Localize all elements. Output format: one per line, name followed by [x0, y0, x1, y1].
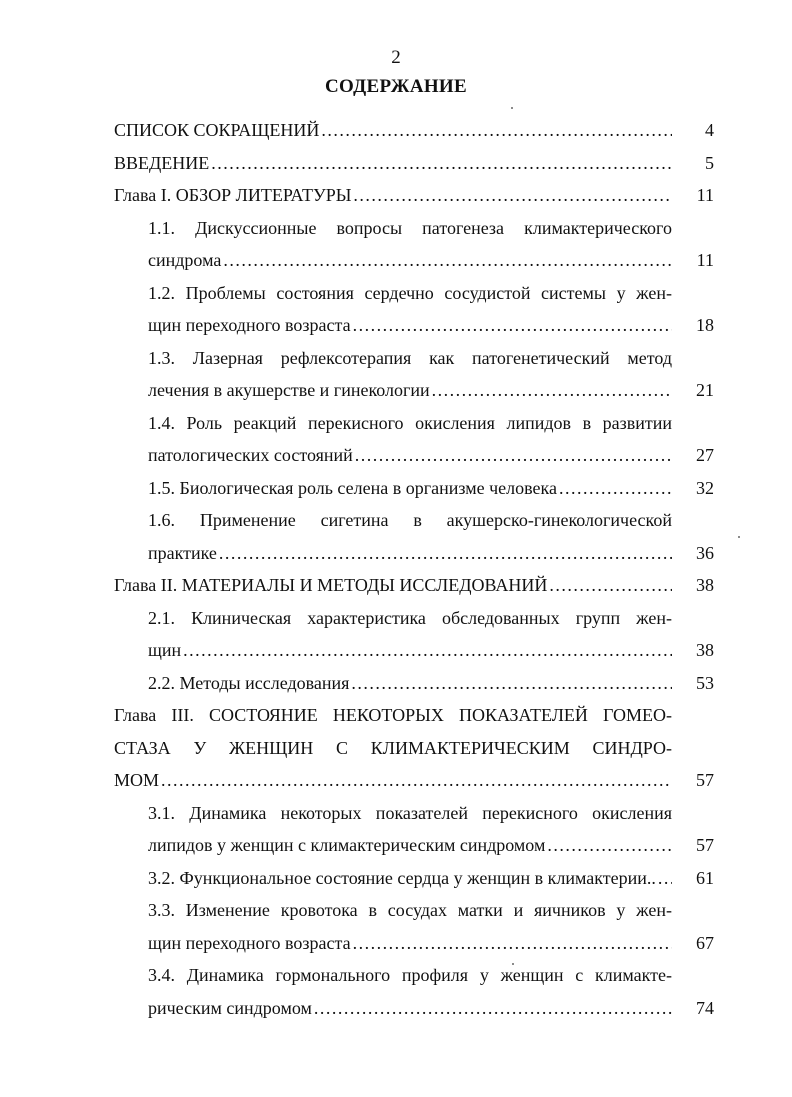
toc-entry-leader-line — [114, 569, 714, 602]
toc-entry-label: щин — [148, 640, 182, 660]
toc-entry-page-number: 74 — [696, 997, 714, 1018]
toc-entry-label: Глава I. ОБЗОР ЛИТЕРАТУРЫ — [114, 185, 352, 205]
dot-leader — [559, 472, 672, 505]
dot-leader — [353, 179, 672, 212]
toc-entry-page-number: 53 — [696, 672, 714, 693]
toc-entry-page-number: 4 — [705, 120, 714, 140]
toc-entry-leader-line — [114, 114, 714, 147]
toc-entry-leader-line — [148, 472, 714, 505]
scan-speck — [511, 107, 513, 109]
toc-entry-label: синдрома — [148, 250, 222, 270]
toc-entry-page-number: 57 — [696, 835, 714, 855]
dot-leader — [183, 634, 672, 667]
toc-entry-page-number: 18 — [696, 315, 714, 335]
toc-entry-leader-line — [114, 179, 714, 212]
toc-entry-leader-line — [148, 439, 714, 472]
page-number: 2 — [391, 47, 401, 68]
toc-entry-text-line: 1.2. Проблемы состояния сердечно сосудистой системы у жен- — [148, 282, 672, 303]
dot-leader — [223, 244, 672, 277]
toc-entry-text-line: 1.4. Роль реакций перекисного окисления липидов в развитии — [148, 412, 672, 433]
toc-entry-label: 1.5. Биологическая роль селена в организме человека — [148, 477, 557, 498]
toc-entry — [148, 504, 714, 569]
toc-entry-leader-line — [148, 862, 714, 895]
toc-entry-label: липидов у женщин с климактерическим синдромом — [148, 835, 546, 855]
toc-entry — [148, 894, 714, 959]
toc-entry-label: ВВЕДЕНИЕ — [114, 152, 210, 173]
toc-entry-text-line: СТАЗА У ЖЕНЩИН С КЛИМАКТЕРИЧЕСКИМ СИНДРО- — [114, 737, 672, 758]
dot-leader — [161, 764, 672, 797]
toc-entry — [148, 602, 714, 667]
toc-entry — [148, 212, 714, 277]
toc-entry-label: патологических состояний — [148, 445, 353, 465]
dot-leader — [219, 537, 672, 570]
toc-entry-label: лечения в акушерстве и гинекологии — [148, 380, 430, 400]
dot-leader — [353, 927, 672, 960]
toc-entry — [148, 959, 714, 1024]
toc-entry-label: МОМ — [114, 770, 160, 790]
toc-entry — [148, 797, 714, 862]
toc-entry — [148, 472, 714, 505]
dot-leader — [658, 862, 672, 895]
dot-leader — [355, 439, 672, 472]
dot-leader — [351, 667, 672, 700]
toc-entry — [148, 342, 714, 407]
toc-entry — [114, 147, 714, 180]
toc-entry-label: 3.2. Функциональное состояние сердца у женщин в климактерии.. — [148, 867, 656, 888]
page-title: СОДЕРЖАНИЕ — [325, 76, 467, 97]
toc-entry-leader-line — [114, 147, 714, 180]
toc-entry-page-number: 11 — [696, 250, 714, 270]
toc-entry-leader-line — [148, 537, 714, 570]
toc-entry-leader-line — [148, 992, 714, 1025]
dot-leader — [321, 114, 672, 147]
toc-entry — [148, 862, 714, 895]
dot-leader — [547, 829, 672, 862]
toc-entry-label: практике — [148, 542, 217, 563]
dot-leader — [549, 569, 672, 602]
toc-entry-page-number: 38 — [696, 640, 714, 660]
toc-entry-page-number: 57 — [696, 770, 714, 790]
toc-entry-page-number: 67 — [696, 932, 714, 953]
dot-leader — [353, 309, 672, 342]
table-of-contents — [114, 114, 714, 1024]
toc-entry-page-number: 61 — [696, 867, 714, 888]
toc-entry-page-number: 5 — [705, 152, 714, 173]
toc-entry-text-line: 1.3. Лазерная рефлексотерапия как патогенетический метод — [148, 347, 672, 368]
toc-entry — [114, 114, 714, 147]
toc-entry-leader-line — [148, 927, 714, 960]
toc-entry-page-number: 36 — [696, 542, 714, 563]
toc-entry-text-line: 3.3. Изменение кровотока в сосудах матки и яичников у жен- — [148, 900, 672, 920]
toc-entry-leader-line — [148, 374, 714, 407]
toc-entry — [114, 179, 714, 212]
toc-entry-text-line: 3.1. Динамика некоторых показателей перекисного окисления — [148, 802, 672, 823]
toc-entry-label: щин переходного возраста — [148, 315, 351, 335]
scan-speck — [738, 536, 740, 538]
toc-entry-page-number: 38 — [696, 575, 714, 595]
toc-entry-leader-line — [148, 829, 714, 862]
toc-entry-label: СПИСОК СОКРАЩЕНИЙ — [114, 120, 320, 140]
toc-entry-leader-line — [148, 667, 714, 700]
toc-entry-leader-line — [148, 244, 714, 277]
toc-entry-label: Глава II. МАТЕРИАЛЫ И МЕТОДЫ ИССЛЕДОВАНИЙ — [114, 575, 548, 595]
toc-entry-leader-line — [148, 634, 714, 667]
toc-entry — [114, 569, 714, 602]
toc-entry-text-line: 3.4. Динамика гормонального профиля у женщин с климакте- — [148, 965, 672, 985]
toc-entry-page-number: 32 — [696, 477, 714, 498]
toc-entry-page-number: 21 — [696, 380, 714, 400]
toc-entry-leader-line — [148, 309, 714, 342]
toc-entry-label: щин переходного возраста — [148, 932, 351, 953]
toc-entry-page-number: 27 — [696, 445, 714, 465]
toc-entry-text-line: Глава III. СОСТОЯНИЕ НЕКОТОРЫХ ПОКАЗАТЕЛЕЙ ГОМЕО- — [114, 705, 672, 725]
dot-leader — [432, 374, 672, 407]
toc-entry-text-line: 2.1. Клиническая характеристика обследованных групп жен- — [148, 607, 672, 628]
toc-entry — [114, 699, 714, 797]
toc-entry — [148, 667, 714, 700]
toc-entry — [148, 277, 714, 342]
toc-entry-page-number: 11 — [696, 185, 714, 205]
toc-entry-text-line: 1.6. Применение сигетина в акушерско-гинекологической — [148, 510, 672, 530]
toc-entry-leader-line — [114, 764, 714, 797]
dot-leader — [211, 147, 672, 180]
toc-entry — [148, 407, 714, 472]
toc-entry-label: 2.2. Методы исследования — [148, 672, 350, 693]
scan-speck — [512, 963, 514, 965]
toc-entry-label: рическим синдромом — [148, 997, 312, 1018]
toc-entry-text-line: 1.1. Дискуссионные вопросы патогенеза климактерического — [148, 217, 672, 238]
dot-leader — [314, 992, 672, 1025]
